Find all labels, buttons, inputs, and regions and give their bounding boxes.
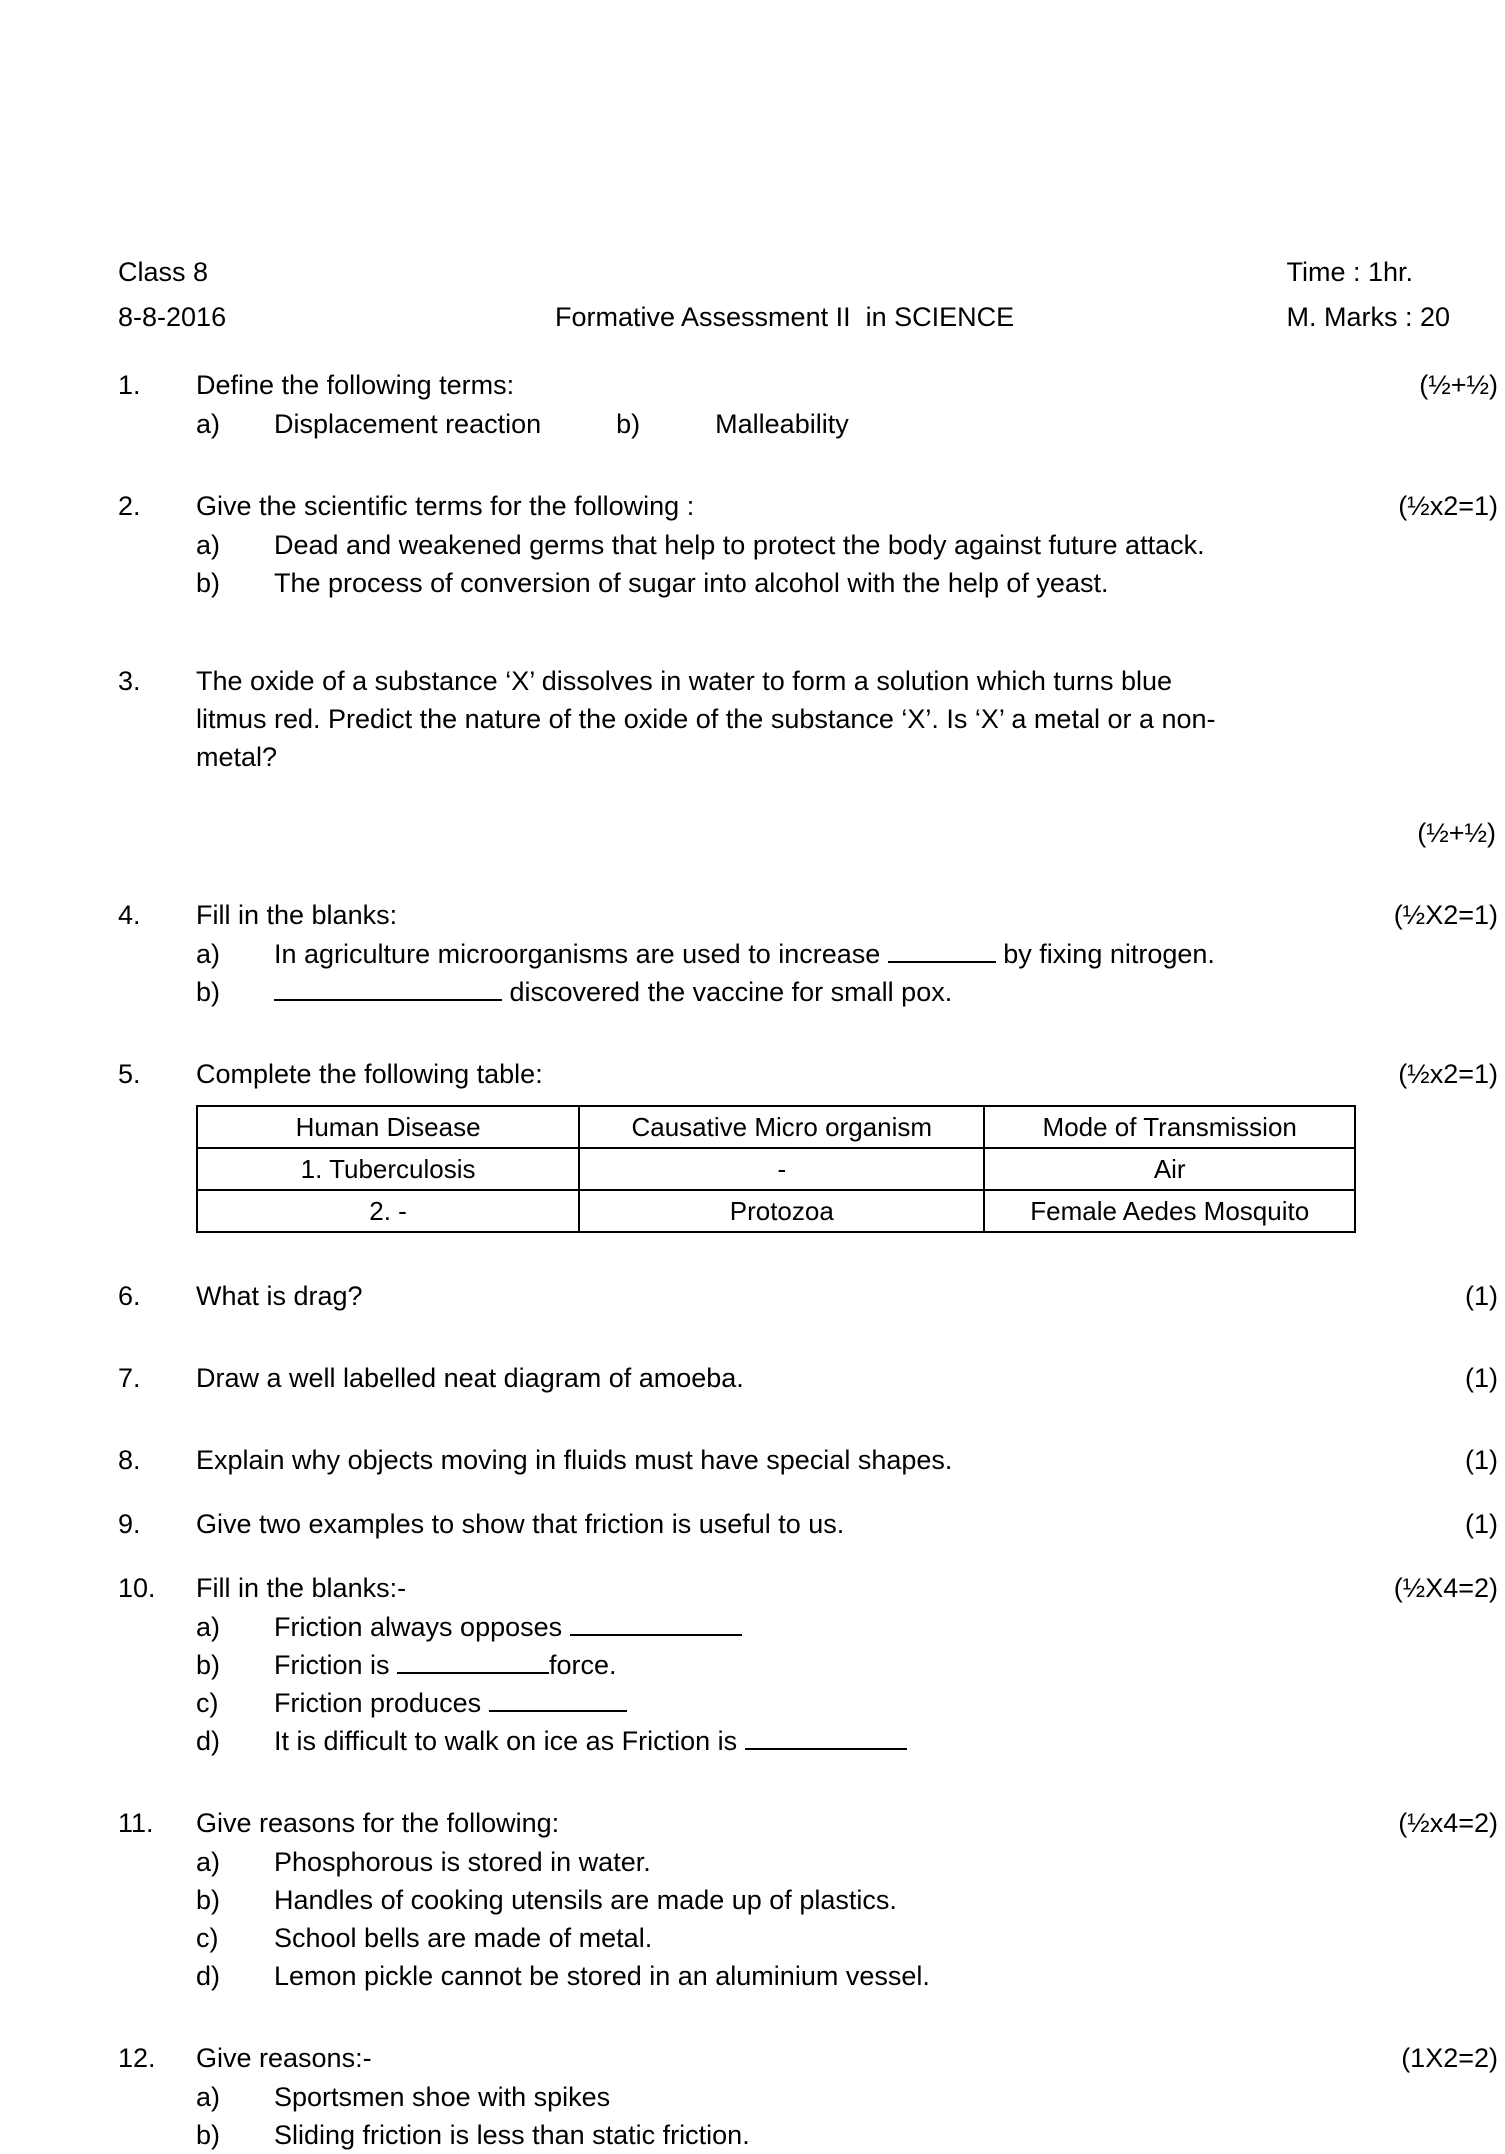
- question-marks: (½+½): [1417, 818, 1496, 848]
- question-text: Give reasons:-: [196, 2043, 372, 2073]
- disease-table: [196, 1105, 1356, 1233]
- table-header-cell: Human Disease: [197, 1106, 579, 1148]
- exam-date: 8-8-2016: [118, 302, 227, 332]
- sub-item-label: d): [196, 1726, 221, 1756]
- sub-item-list: [118, 526, 1498, 602]
- question-text: Give two examples to show that friction is useful to us.: [196, 1509, 845, 1539]
- sub-item-label: a): [196, 530, 221, 560]
- table-cell: Air: [984, 1148, 1355, 1190]
- question-7: [118, 1359, 1498, 1397]
- disease-table-wrapper: [196, 1105, 1356, 1233]
- question-number: 10.: [118, 1573, 156, 1603]
- question-marks: (1): [1465, 1363, 1498, 1393]
- sub-item-label: c): [196, 1688, 219, 1718]
- sub-item: [118, 2078, 1498, 2116]
- sub-item: [118, 1684, 1498, 1722]
- sub-item: [118, 1843, 1498, 1881]
- sub-item-list: [118, 1608, 1498, 1760]
- question-marks: (1): [1465, 1509, 1498, 1539]
- table-cell: Female Aedes Mosquito: [984, 1190, 1355, 1232]
- sub-item-text-after: force.: [549, 1650, 617, 1680]
- sub-item-text: [274, 935, 1498, 973]
- question-text: Define the following terms:: [196, 370, 515, 400]
- header-right-block: [1286, 250, 1450, 340]
- question-6: [118, 1277, 1498, 1315]
- sub-item: [118, 935, 1498, 973]
- table-header-row: [197, 1106, 1355, 1148]
- sub-item-label: b): [196, 1650, 221, 1680]
- question-number: 8.: [118, 1445, 141, 1475]
- sub-item-text-before: It is difficult to walk on ice as Friction is: [274, 1726, 745, 1756]
- sub-item: [118, 1881, 1498, 1919]
- question-number: 9.: [118, 1509, 141, 1539]
- question-text: Fill in the blanks:: [196, 900, 398, 930]
- sub-item: [118, 2116, 1498, 2154]
- sub-item-label: b): [196, 1885, 221, 1915]
- sub-item-text: Displacement reaction b) Malleability: [274, 409, 849, 439]
- question-marks: (½X2=1): [1393, 900, 1498, 930]
- question-2: [118, 487, 1498, 602]
- sub-item-text: Phosphorous is stored in water.: [274, 1847, 651, 1877]
- sub-item: [118, 1919, 1498, 1957]
- question-number: 6.: [118, 1281, 141, 1311]
- question-marks: (½X4=2): [1393, 1573, 1498, 1603]
- sub-item-label: a): [196, 409, 221, 439]
- exam-duration: Time : 1hr.: [1286, 257, 1414, 287]
- sub-item-text: The process of conversion of sugar into alcohol with the help of yeast.: [274, 568, 1109, 598]
- question-text: Fill in the blanks:-: [196, 1573, 407, 1603]
- max-marks: M. Marks : 20: [1286, 302, 1450, 332]
- header-left-block: [118, 250, 226, 340]
- sub-item-label: a): [196, 2082, 221, 2112]
- sub-item-list: [118, 935, 1498, 1011]
- question-paper-body: [118, 250, 1498, 2154]
- table-header-cell: Causative Micro organism: [579, 1106, 984, 1148]
- question-number: 11.: [118, 1808, 154, 1838]
- sub-item: [118, 1722, 1498, 1760]
- fill-blank[interactable]: [745, 1748, 907, 1750]
- question-text: What is drag?: [196, 1281, 363, 1311]
- question-text: Give reasons for the following:: [196, 1808, 560, 1838]
- sub-item-text-before: Friction always opposes: [274, 1612, 570, 1642]
- question-4: [118, 896, 1498, 1011]
- sub-item-label: b): [196, 2120, 221, 2150]
- question-5: [118, 1055, 1498, 1233]
- question-9: [118, 1505, 1498, 1543]
- sub-item-text-after: by fixing nitrogen.: [995, 939, 1215, 969]
- question-number: 3.: [118, 666, 141, 696]
- sub-item-label: b): [196, 977, 221, 1007]
- table-cell: -: [579, 1148, 984, 1190]
- sub-item-text: [274, 1646, 1498, 1684]
- paper-header: [118, 250, 1498, 340]
- sub-item-list: [118, 405, 1498, 443]
- sub-item-label: a): [196, 1612, 221, 1642]
- question-marks: (½+½): [1419, 370, 1498, 400]
- question-marks: (½x4=2): [1398, 1808, 1498, 1838]
- question-12: [118, 2039, 1498, 2154]
- sub-item-text: Sliding friction is less than static friction.: [274, 2120, 750, 2150]
- sub-item-label: b): [196, 568, 221, 598]
- question-1: [118, 366, 1498, 443]
- sub-item-text: [274, 1608, 1498, 1646]
- sub-item: [118, 526, 1498, 564]
- question-text: Complete the following table:: [196, 1059, 543, 1089]
- sub-item-text: [274, 1722, 1498, 1760]
- sub-item-text: Lemon pickle cannot be stored in an aluminium vessel.: [274, 1961, 930, 1991]
- question-marks: (½x2=1): [1398, 491, 1498, 521]
- question-number: 5.: [118, 1059, 141, 1089]
- paper-title: Formative Assessment II in SCIENCE: [555, 302, 1015, 332]
- question-3-marks-row: [118, 814, 1498, 852]
- sub-item: [118, 564, 1498, 602]
- sub-item-text: Dead and weakened germs that help to protect the body against future attack.: [274, 530, 1205, 560]
- table-cell: 2. -: [197, 1190, 579, 1232]
- question-10: [118, 1569, 1498, 1760]
- sub-item: [118, 1646, 1498, 1684]
- fill-blank[interactable]: [274, 999, 502, 1001]
- question-text: Give the scientific terms for the following :: [196, 491, 695, 521]
- sub-item: [118, 1608, 1498, 1646]
- sub-item-text-before: Friction produces: [274, 1688, 489, 1718]
- table-row: [197, 1148, 1355, 1190]
- sub-item-label: c): [196, 1923, 219, 1953]
- sub-item-text: Sportsmen shoe with spikes: [274, 2082, 611, 2112]
- class-label: Class 8: [118, 257, 209, 287]
- sub-item-list: [118, 2078, 1498, 2154]
- sub-item-text: Handles of cooking utensils are made up of plastics.: [274, 1885, 897, 1915]
- sub-item-label: a): [196, 939, 221, 969]
- sub-item-list: [118, 1843, 1498, 1995]
- table-cell: 1. Tuberculosis: [197, 1148, 579, 1190]
- table-header-cell: Mode of Transmission: [984, 1106, 1355, 1148]
- sub-item-label: a): [196, 1847, 221, 1877]
- sub-item-text-after: discovered the vaccine for small pox.: [502, 977, 953, 1007]
- table-cell: Protozoa: [579, 1190, 984, 1232]
- question-marks: (1): [1465, 1281, 1498, 1311]
- sub-item-text-before: Friction is: [274, 1650, 398, 1680]
- sub-item-text-before: In agriculture microorganisms are used to increase: [274, 939, 888, 969]
- sub-item-label: d): [196, 1961, 221, 1991]
- question-3: [118, 662, 1498, 852]
- question-marks: (½x2=1): [1398, 1059, 1498, 1089]
- sub-item-text: School bells are made of metal.: [274, 1923, 653, 1953]
- question-number: 1.: [118, 370, 141, 400]
- question-number: 7.: [118, 1363, 141, 1393]
- question-8: [118, 1441, 1498, 1479]
- sub-item: [118, 405, 1498, 443]
- sub-item: [118, 1957, 1498, 1995]
- sub-item: [118, 973, 1498, 1011]
- fill-blank[interactable]: [489, 1710, 627, 1712]
- fill-blank[interactable]: [888, 961, 996, 963]
- sub-item-text: [274, 973, 1498, 1011]
- sub-item-text: [274, 1684, 1498, 1722]
- question-number: 12.: [118, 2043, 156, 2073]
- question-number: 2.: [118, 491, 141, 521]
- question-text: Draw a well labelled neat diagram of amoeba.: [196, 1363, 744, 1393]
- question-11: [118, 1804, 1498, 1995]
- question-text: The oxide of a substance ‘X’ dissolves in water to form a solution which turns blue litmus red. Predict the nature of the oxide of the substance ‘X’. Is ‘X’ a metal or a non- metal?: [196, 666, 1216, 772]
- fill-blank[interactable]: [397, 1672, 549, 1674]
- question-marks: (1): [1465, 1445, 1498, 1475]
- fill-blank[interactable]: [570, 1634, 742, 1636]
- table-row: [197, 1190, 1355, 1232]
- question-marks: (1X2=2): [1401, 2043, 1498, 2073]
- question-number: 4.: [118, 900, 141, 930]
- question-text: Explain why objects moving in fluids must have special shapes.: [196, 1445, 953, 1475]
